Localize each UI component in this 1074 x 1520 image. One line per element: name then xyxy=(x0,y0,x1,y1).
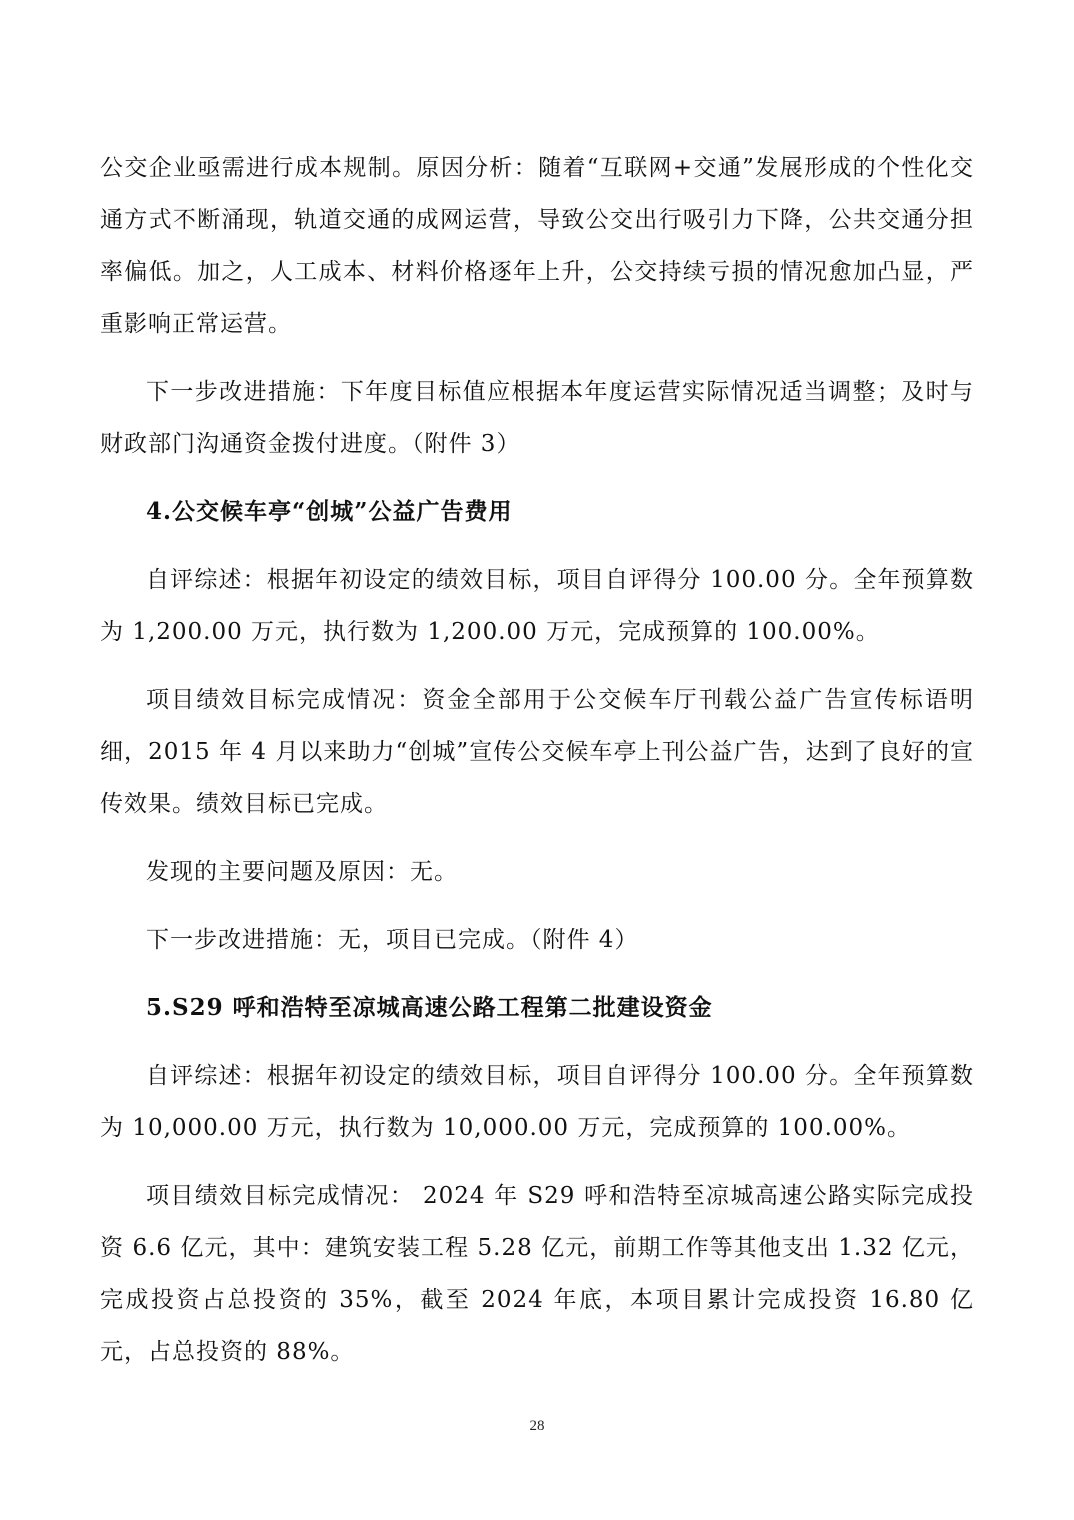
document-page xyxy=(100,142,974,1378)
section5-summary-paragraph: 自评综述：根据年初设定的绩效目标，项目自评得分 100.00 分。全年预算数为 10,000.00 万元，执行数为 10,000.00 万元，完成预算的 100.00%。 xyxy=(100,1063,974,1141)
page-number: 28 xyxy=(529,1418,545,1434)
section4-improvement-paragraph: 下一步改进措施：无，项目已完成。（附件 4） xyxy=(146,927,639,953)
section3-improvement-paragraph: 下一步改进措施：下年度目标值应根据本年度运营实际情况适当调整；及时与财政部门沟通资金拨付进度。（附件 3） xyxy=(100,379,974,457)
section4-problems-paragraph: 发现的主要问题及原因：无。 xyxy=(146,859,458,885)
section5-heading: 5.S29 呼和浩特至凉城高速公路工程第二批建设资金 xyxy=(146,994,713,1021)
section4-goal-status-paragraph: 项目绩效目标完成情况：资金全部用于公交候车厅刊载公益广告宣传标语明细，2015 年 4 月以来助力“创城”宣传公交候车亭上刊公益广告，达到了良好的宣传效果。绩效目标已完成。 xyxy=(100,687,974,817)
section5-goal-status-paragraph: 项目绩效目标完成情况： 2024 年 S29 呼和浩特至凉城高速公路实际完成投资 6.6 亿元，其中：建筑安装工程 5.28 亿元，前期工作等其他支出 1.32 亿元，完成投资占总投资的 35%，截至 2024 年底，本项目累计完成投资 16.80 亿元，占总投资的 88%。 xyxy=(100,1183,974,1365)
section3-problem-paragraph: 公交企业亟需进行成本规制。原因分析：随着“互联网+交通”发展形成的个性化交通方式不断涌现，轨道交通的成网运营，导致公交出行吸引力下降，公共交通分担率偏低。加之，人工成本、材料价格逐年上升，公交持续亏损的情况愈加凸显，严重影响正常运营。 xyxy=(100,155,974,337)
section4-heading: 4.公交候车亭“创城”公益广告费用 xyxy=(146,498,513,525)
section4-summary-paragraph: 自评综述：根据年初设定的绩效目标，项目自评得分 100.00 分。全年预算数为 1,200.00 万元，执行数为 1,200.00 万元，完成预算的 100.00%。 xyxy=(100,567,974,645)
